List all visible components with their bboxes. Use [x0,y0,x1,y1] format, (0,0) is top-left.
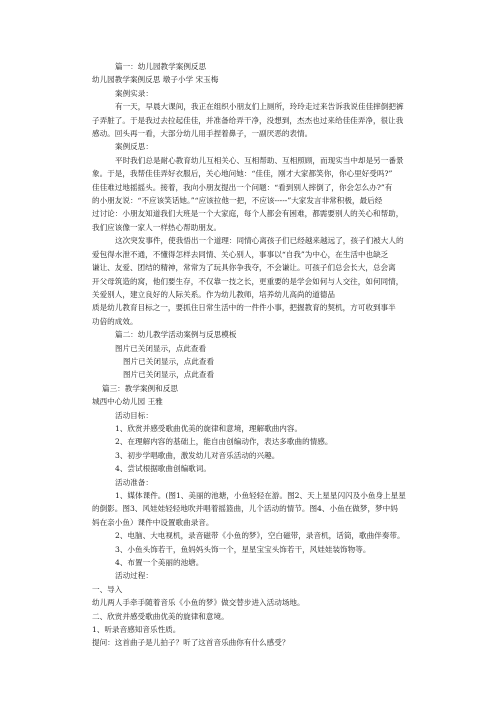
text-line: 活动目标： [115,410,153,420]
text-line: 幼儿两人手牵手随着音乐《小鱼的梦》做交替步进入活动场地。 [92,598,305,608]
text-line: 质是幼儿教育目标之一，要抓住日常生活中的一件件小事，把握教育的契机，方可收到事半 [92,303,396,313]
text-line: 篇三：教学案例和反思 [102,383,178,393]
text-line: 篇二：幼儿教学活动案例与反思模板 [115,330,237,340]
text-line: 4、布置一个美丽的池塘。 [115,558,204,568]
text-line: 图片已关闭显示，点此查看 [115,343,207,353]
text-line: 案例实录： [115,88,153,98]
text-line: 子弄脏了。于是我过去拉起佳佳，并准备给弄干净，没想到，杰杰也过来给佳佳弄净，很让我 [92,115,404,125]
text-line: 过讨论：小朋友知道我们大班是一个大家庭，每个人都会有困难，都需要别人的关心和帮助， [92,209,404,219]
text-line: 城西中心幼儿园 王雅 [92,397,163,407]
text-line: 1、欣赏并感受歌曲优美的旋律和意境，理解歌曲内容。 [115,423,303,433]
text-line: 1、媒体课件。(图1、美丽的池塘，小鱼轻轻在游。图2、天上星星闪闪及小鱼身上星星 [115,491,406,500]
text-line: 篇一：幼儿园教学案例反思 [115,62,207,71]
text-line: 二、欣赏并感受歌曲优美的旋律和意境。 [92,611,229,621]
text-line: 关爱别人，建立良好的人际关系。作为幼儿教师，培养幼儿高尚的道德品 [92,289,335,299]
text-line: 象。于是，我帮佳佳弄好衣服后，关心地问她：“佳佳，刚才大家都笑你，你心里好受吗?” [92,169,393,179]
text-line: 幼儿园教学案例反思 墩子小学 宋玉梅 [92,75,219,85]
text-line: 图片已关闭显示，点此查看 [123,356,215,366]
text-line: 有一天，早晨大课间，我正在组织小朋友们上厕所，玲玲走过来告诉我说佳佳摔倒把裤 [115,102,404,112]
text-line: 妈在亲小鱼）课件中设置歌曲录音。 [92,517,214,527]
text-line: 2、电脑、大电视机，录音磁带《小鱼的梦》，空白磁带，录音机，话筒，歌曲伴奏带。 [115,531,405,541]
text-line: 我们应该像一家人一样热心帮助朋友。 [92,222,222,232]
text-line: 2、在理解内容的基础上，能自由创编动作，表达多歌曲的情感。 [115,437,333,447]
text-line: 活动过程： [115,571,153,581]
text-line: 功倍的成效。 [92,316,138,326]
text-line: 谦让、友爱、团结的精神，常常为了玩具你争我夺，不会谦让。可孩子们总会长大，总会离 [92,263,396,273]
text-line: 提问：这首曲子是儿拍子？听了这首音乐曲你有什么感受？ [92,638,290,648]
text-line: 4、尝试根据歌曲创编歌词。 [115,464,211,474]
text-line: 1、听录音感知音乐性质。 [92,625,181,635]
text-line: 爱包得水泄不通，不懂得怎样去同情、关心别人，事事以“自我”为中心，在生活中也缺乏 [92,249,389,259]
text-line: 感动。回头再一看，大部分幼儿用手捏着鼻子，一副厌恶的表情。 [92,129,313,139]
text-line: 平时我们总是耐心教育幼儿互相关心、互相帮助、互相照顾，而现实当中却是另一番景 [115,155,404,165]
text-line: 一、导入 [92,584,123,594]
text-line: 的小朋友说：“不应该笑话她。”“应该拉他一把，不应该-----”大家发言非常积极，最后经 [92,196,383,206]
text-line: 3、小鱼头饰若干，鱼妈妈头饰一个，星星宝宝头饰若干，风娃娃装饰物等。 [115,544,371,554]
text-line: 佳佳难过地摇摇头。接着，我向小朋友提出一个问题：“看到别人摔倒了，你会怎么办?”有 [92,182,393,192]
text-line: 3、初步学唱歌曲，激发幼儿对音乐活动的兴趣。 [115,450,280,460]
text-line: 这次突发事件，使我悟出一个道理：同情心离孩子们已经越来越远了，孩子们被大人的 [115,236,404,246]
document-page [92,60,418,650]
text-line: 案例反思： [115,142,153,152]
text-line: 的倒影。图3、风娃娃轻轻地吹并唱着摇篮曲，儿个活动的情节。图4、小鱼在做梦，梦中妈 [92,504,398,514]
text-line: 活动准备： [115,477,153,487]
text-line: 开父母筑造的窝，他们要生存，不仅靠一技之长，更重要的是学会如何与人交往，如何同情， [92,276,404,286]
text-line: 图片已关闭显示，点此查看 [123,370,215,380]
